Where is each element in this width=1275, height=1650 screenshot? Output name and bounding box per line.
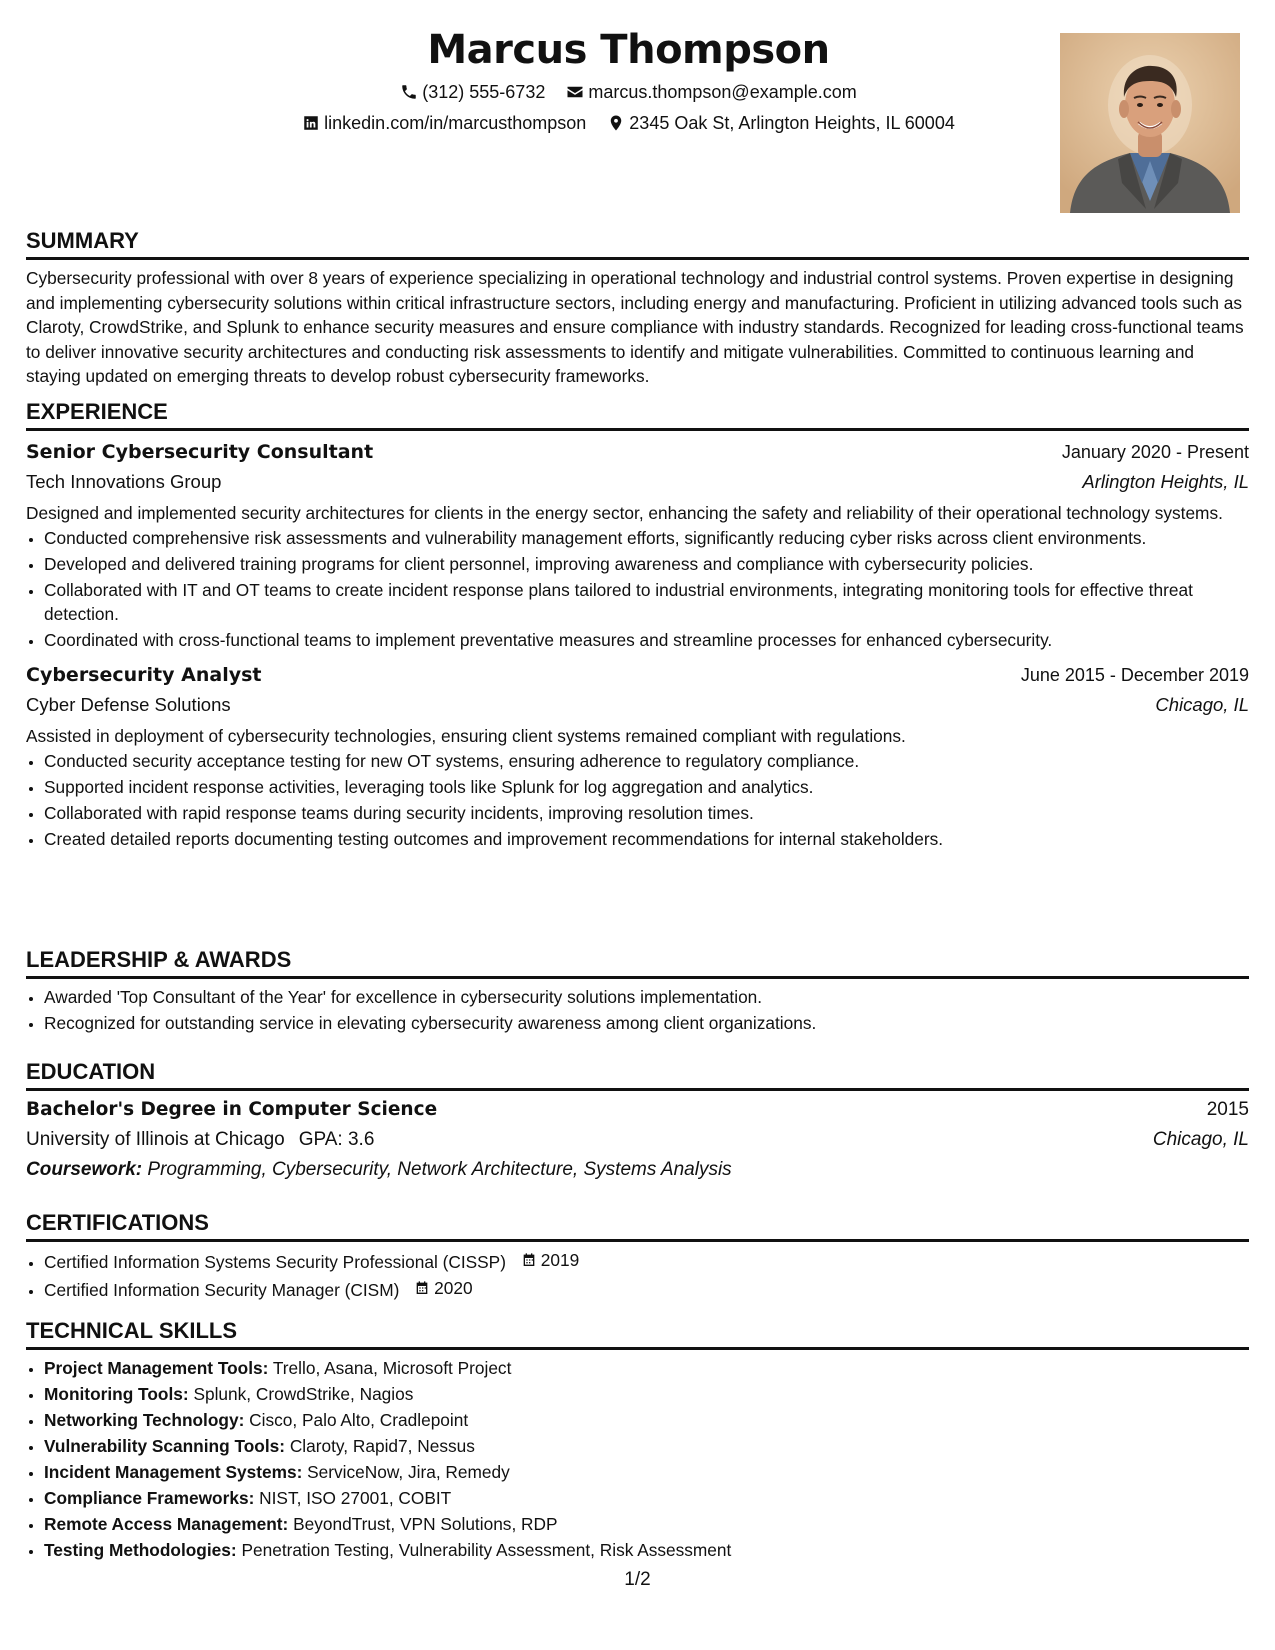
coursework-list: Programming, Cybersecurity, Network Architecture, Systems Analysis (147, 1159, 732, 1180)
job-bullets (26, 526, 1249, 652)
certifications-section (26, 1210, 1249, 1304)
skill-value: BeyondTrust, VPN Solutions, RDP (293, 1514, 558, 1534)
education-heading: EDUCATION (26, 1059, 1249, 1091)
summary-text: Cybersecurity professional with over 8 years of experience specializing in operational technology and industrial control systems. Proven expertise in designing and implementing cybersecurity solutions within critical infrastructure sectors, including energy and manufacturing. Proficient in utilizing advanced tools such as Claroty, CrowdStrike, and Splunk to enhance security measures and ensure compliance with industry standards. Recognized for leading cross-functional teams to deliver innovative security architectures and conducting risk assessments to identify and mitigate vulnerabilities. Committed to continuous learning and staying updated on emerging threats to develop robust cybersecurity frameworks. (26, 268, 1244, 386)
list-item (44, 1248, 1249, 1274)
email-address[interactable]: marcus.thompson@example.com (588, 82, 857, 102)
portrait-illustration (1060, 33, 1240, 213)
leadership-heading: LEADERSHIP & AWARDS (26, 947, 1249, 979)
education-section (26, 1059, 1249, 1185)
list-item: • Awarded 'Top Consultant of the Year' for excellence in cybersecurity solutions implementation. (44, 985, 1249, 1009)
degree-name: Bachelor's Degree in Computer Science (26, 1099, 438, 1120)
list-item (44, 1538, 1249, 1562)
skill-label: Remote Access Management: (44, 1514, 289, 1534)
job-description: Assisted in deployment of cybersecurity technologies, ensuring client systems remained compliant with regulations. (26, 726, 906, 746)
list-item: • Conducted security acceptance testing for new OT systems, ensuring adherence to regulatory compliance. (44, 749, 1249, 773)
job-location: Arlington Heights, IL (1082, 471, 1249, 492)
calendar-icon (521, 1252, 537, 1268)
street-address: 2345 Oak St, Arlington Heights, IL 60004 (629, 113, 955, 133)
cert-year: 2019 (540, 1250, 580, 1270)
skills-section (26, 1318, 1249, 1564)
coursework-line (26, 1155, 1249, 1185)
profile-photo (1060, 33, 1240, 213)
list-item: • Conducted comprehensive risk assessments and vulnerability management efforts, significantly reducing cyber risks across client environments. (44, 526, 1249, 550)
skill-label: Networking Technology: (44, 1410, 245, 1430)
phone-icon (400, 83, 418, 101)
linkedin-url[interactable]: linkedin.com/in/marcusthompson (324, 113, 587, 133)
contact-line-1 (26, 80, 1231, 107)
education-entry (26, 1095, 1249, 1185)
contact-line-2 (26, 111, 1231, 138)
list-item: • Collaborated with rapid response teams during security incidents, improving resolution times. (44, 801, 1249, 825)
linkedin-contact[interactable] (302, 111, 586, 135)
skill-label: Vulnerability Scanning Tools: (44, 1436, 285, 1456)
job-title: Cybersecurity Analyst (26, 664, 262, 686)
skills-list (26, 1356, 1249, 1562)
leadership-section (26, 947, 1249, 1037)
skill-label: Compliance Frameworks: (44, 1488, 255, 1508)
address-contact (607, 111, 955, 135)
phone-number: (312) 555-6732 (422, 82, 546, 102)
list-item (44, 1408, 1249, 1432)
calendar-icon (414, 1280, 430, 1296)
skill-value: Penetration Testing, Vulnerability Assessment, Risk Assessment (241, 1540, 732, 1560)
coursework-label: Coursework: (26, 1159, 143, 1180)
certifications-list (26, 1248, 1249, 1302)
skill-label: Project Management Tools: (44, 1358, 269, 1378)
skill-value: Trello, Asana, Microsoft Project (272, 1358, 512, 1378)
skill-label: Incident Management Systems: (44, 1462, 303, 1482)
resume-header (26, 22, 1231, 212)
list-item (44, 1486, 1249, 1510)
cert-name: Certified Information Security Manager (CISM) (44, 1280, 400, 1300)
awards-list (26, 985, 1249, 1035)
list-item (44, 1434, 1249, 1458)
skills-heading: TECHNICAL SKILLS (26, 1318, 1249, 1350)
candidate-name: Marcus Thompson (427, 27, 830, 73)
skill-value: Cisco, Palo Alto, Cradlepoint (249, 1410, 469, 1430)
job-entry (26, 437, 1249, 652)
phone-contact (400, 80, 545, 104)
list-item: • Developed and delivered training programs for client personnel, improving awareness and compliance with cybersecurity policies. (44, 552, 1249, 576)
summary-heading: SUMMARY (26, 228, 1249, 260)
list-item: • Collaborated with IT and OT teams to create incident response plans tailored to industrial environments, integrating monitoring tools for effective threat detection. (44, 578, 1249, 626)
education-location: Chicago, IL (1152, 1129, 1249, 1150)
cert-date (521, 1248, 579, 1272)
skill-value: Claroty, Rapid7, Nessus (289, 1436, 475, 1456)
list-item (44, 1276, 1249, 1302)
skill-value: ServiceNow, Jira, Remedy (307, 1462, 510, 1482)
job-bullets (26, 749, 1249, 851)
university-name: University of Illinois at Chicago (26, 1129, 285, 1150)
map-pin-icon (607, 114, 625, 132)
page-number: 1/2 (624, 1569, 651, 1590)
job-description: Designed and implemented security architectures for clients in the energy sector, enhancing the safety and reliability of their operational technology systems. (26, 503, 1223, 523)
job-entry (26, 660, 1249, 851)
list-item: • Coordinated with cross-functional teams to implement preventative measures and streamline processes for enhanced cybersecurity. (44, 628, 1249, 652)
list-item: • Created detailed reports documenting testing outcomes and improvement recommendations for internal stakeholders. (44, 827, 1249, 851)
summary-section (26, 228, 1249, 389)
list-item (44, 1512, 1249, 1536)
email-contact[interactable] (566, 80, 856, 104)
job-company: Tech Innovations Group (26, 471, 222, 492)
skill-value: Splunk, CrowdStrike, Nagios (193, 1384, 414, 1404)
gpa: GPA: 3.6 (298, 1129, 375, 1150)
experience-section (26, 399, 1249, 853)
list-item: • Recognized for outstanding service in elevating cybersecurity awareness among client organizations. (44, 1011, 1249, 1035)
cert-name: Certified Information Systems Security Professional (CISSP) (44, 1252, 506, 1272)
linkedin-icon (302, 114, 320, 132)
job-dates: January 2020 - Present (1061, 442, 1249, 462)
list-item: • Supported incident response activities, leveraging tools like Splunk for log aggregation and analytics. (44, 775, 1249, 799)
list-item (44, 1382, 1249, 1406)
cert-date (414, 1276, 472, 1300)
list-item (44, 1460, 1249, 1484)
job-title: Senior Cybersecurity Consultant (26, 441, 374, 463)
list-item (44, 1356, 1249, 1380)
cert-year: 2020 (434, 1278, 473, 1298)
envelope-icon (566, 83, 584, 101)
job-dates: June 2015 - December 2019 (1020, 665, 1249, 685)
skill-value: NIST, ISO 27001, COBIT (259, 1488, 452, 1508)
university-line (26, 1125, 374, 1155)
certifications-heading: CERTIFICATIONS (26, 1210, 1249, 1242)
graduation-year: 2015 (1206, 1099, 1249, 1120)
skill-label: Testing Methodologies: (44, 1540, 237, 1560)
job-company: Cyber Defense Solutions (26, 694, 231, 715)
skill-label: Monitoring Tools: (44, 1384, 189, 1404)
job-location: Chicago, IL (1155, 694, 1249, 715)
experience-heading: EXPERIENCE (26, 399, 1249, 431)
